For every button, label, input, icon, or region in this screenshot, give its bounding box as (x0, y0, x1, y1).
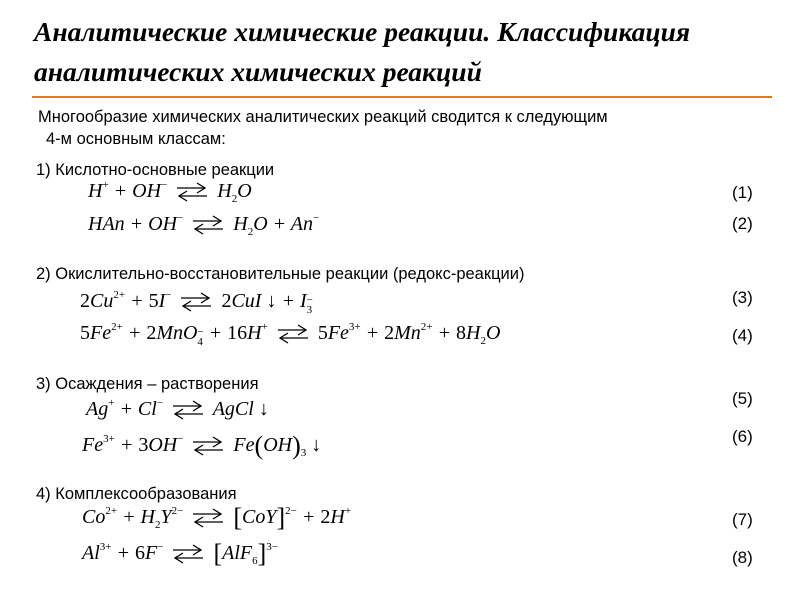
equilibrium-arrow-icon (175, 181, 209, 203)
intro-text (38, 106, 768, 150)
equilibrium-arrow-icon (171, 543, 205, 565)
equation-7: $Co^{2+} + H_2Y^{2-}$ [CoY]$^{2-}$ + 2H+ (82, 503, 352, 532)
equilibrium-arrow-icon (191, 507, 225, 529)
section-precipitation: 3) Осаждения – растворения (36, 375, 259, 393)
equation-number: (6) (732, 427, 753, 446)
equation-8: $Al^{3+} + 6F^-$ $[AlF_6]^{3-}$ (82, 539, 278, 568)
slide-title: Аналитические химические реакции. Классификация аналитических химических реакций (34, 16, 691, 87)
equation-number: (4) (732, 326, 753, 345)
equation-2: HAn + OH− $H_2O + An^-$ (88, 212, 320, 238)
equation-number: (3) (732, 288, 753, 307)
equilibrium-arrow-icon (179, 291, 213, 313)
equation-3: $2Cu^{2+} + 5I^-$ 2CuI ↓ + I − 3 (80, 289, 313, 316)
title-divider (32, 96, 772, 98)
intro-line-1: Многообразие химических аналитических реакций сводится к следующим (38, 108, 608, 126)
equilibrium-arrow-icon (276, 323, 310, 345)
equilibrium-arrow-icon (171, 399, 205, 421)
equation-number: (2) (732, 214, 753, 233)
equation-number: (1) (732, 183, 753, 202)
equation-number: (8) (732, 548, 753, 567)
equation-6: $Fe^{3+} + 3OH^-$ $Fe(OH)_3$ ↓ (82, 431, 322, 460)
section-acid-base: 1) Кислотно-основные реакции (36, 161, 275, 179)
equation-number: (7) (732, 510, 753, 529)
intro-line-2: 4-м основным классам: (46, 130, 226, 148)
equation-4: $5Fe^{2+} + 2MnO$ − 4 + 16H+ $5Fe^{3+} + 2Mn^{2+} + 8H_2O$ (80, 321, 501, 348)
equilibrium-arrow-icon (191, 435, 225, 457)
equilibrium-arrow-icon (191, 214, 225, 236)
section-redox: 2) Окислительно-восстановительные реакции (редокс-реакции) (36, 265, 525, 283)
equation-1: H+ + OH− $H_2O$ (88, 179, 252, 205)
section-complexation: 4) Комплексообразования (36, 485, 237, 503)
equation-5: Ag+ + Cl− AgCl ↓ (86, 397, 269, 420)
equation-number: (5) (732, 389, 753, 408)
